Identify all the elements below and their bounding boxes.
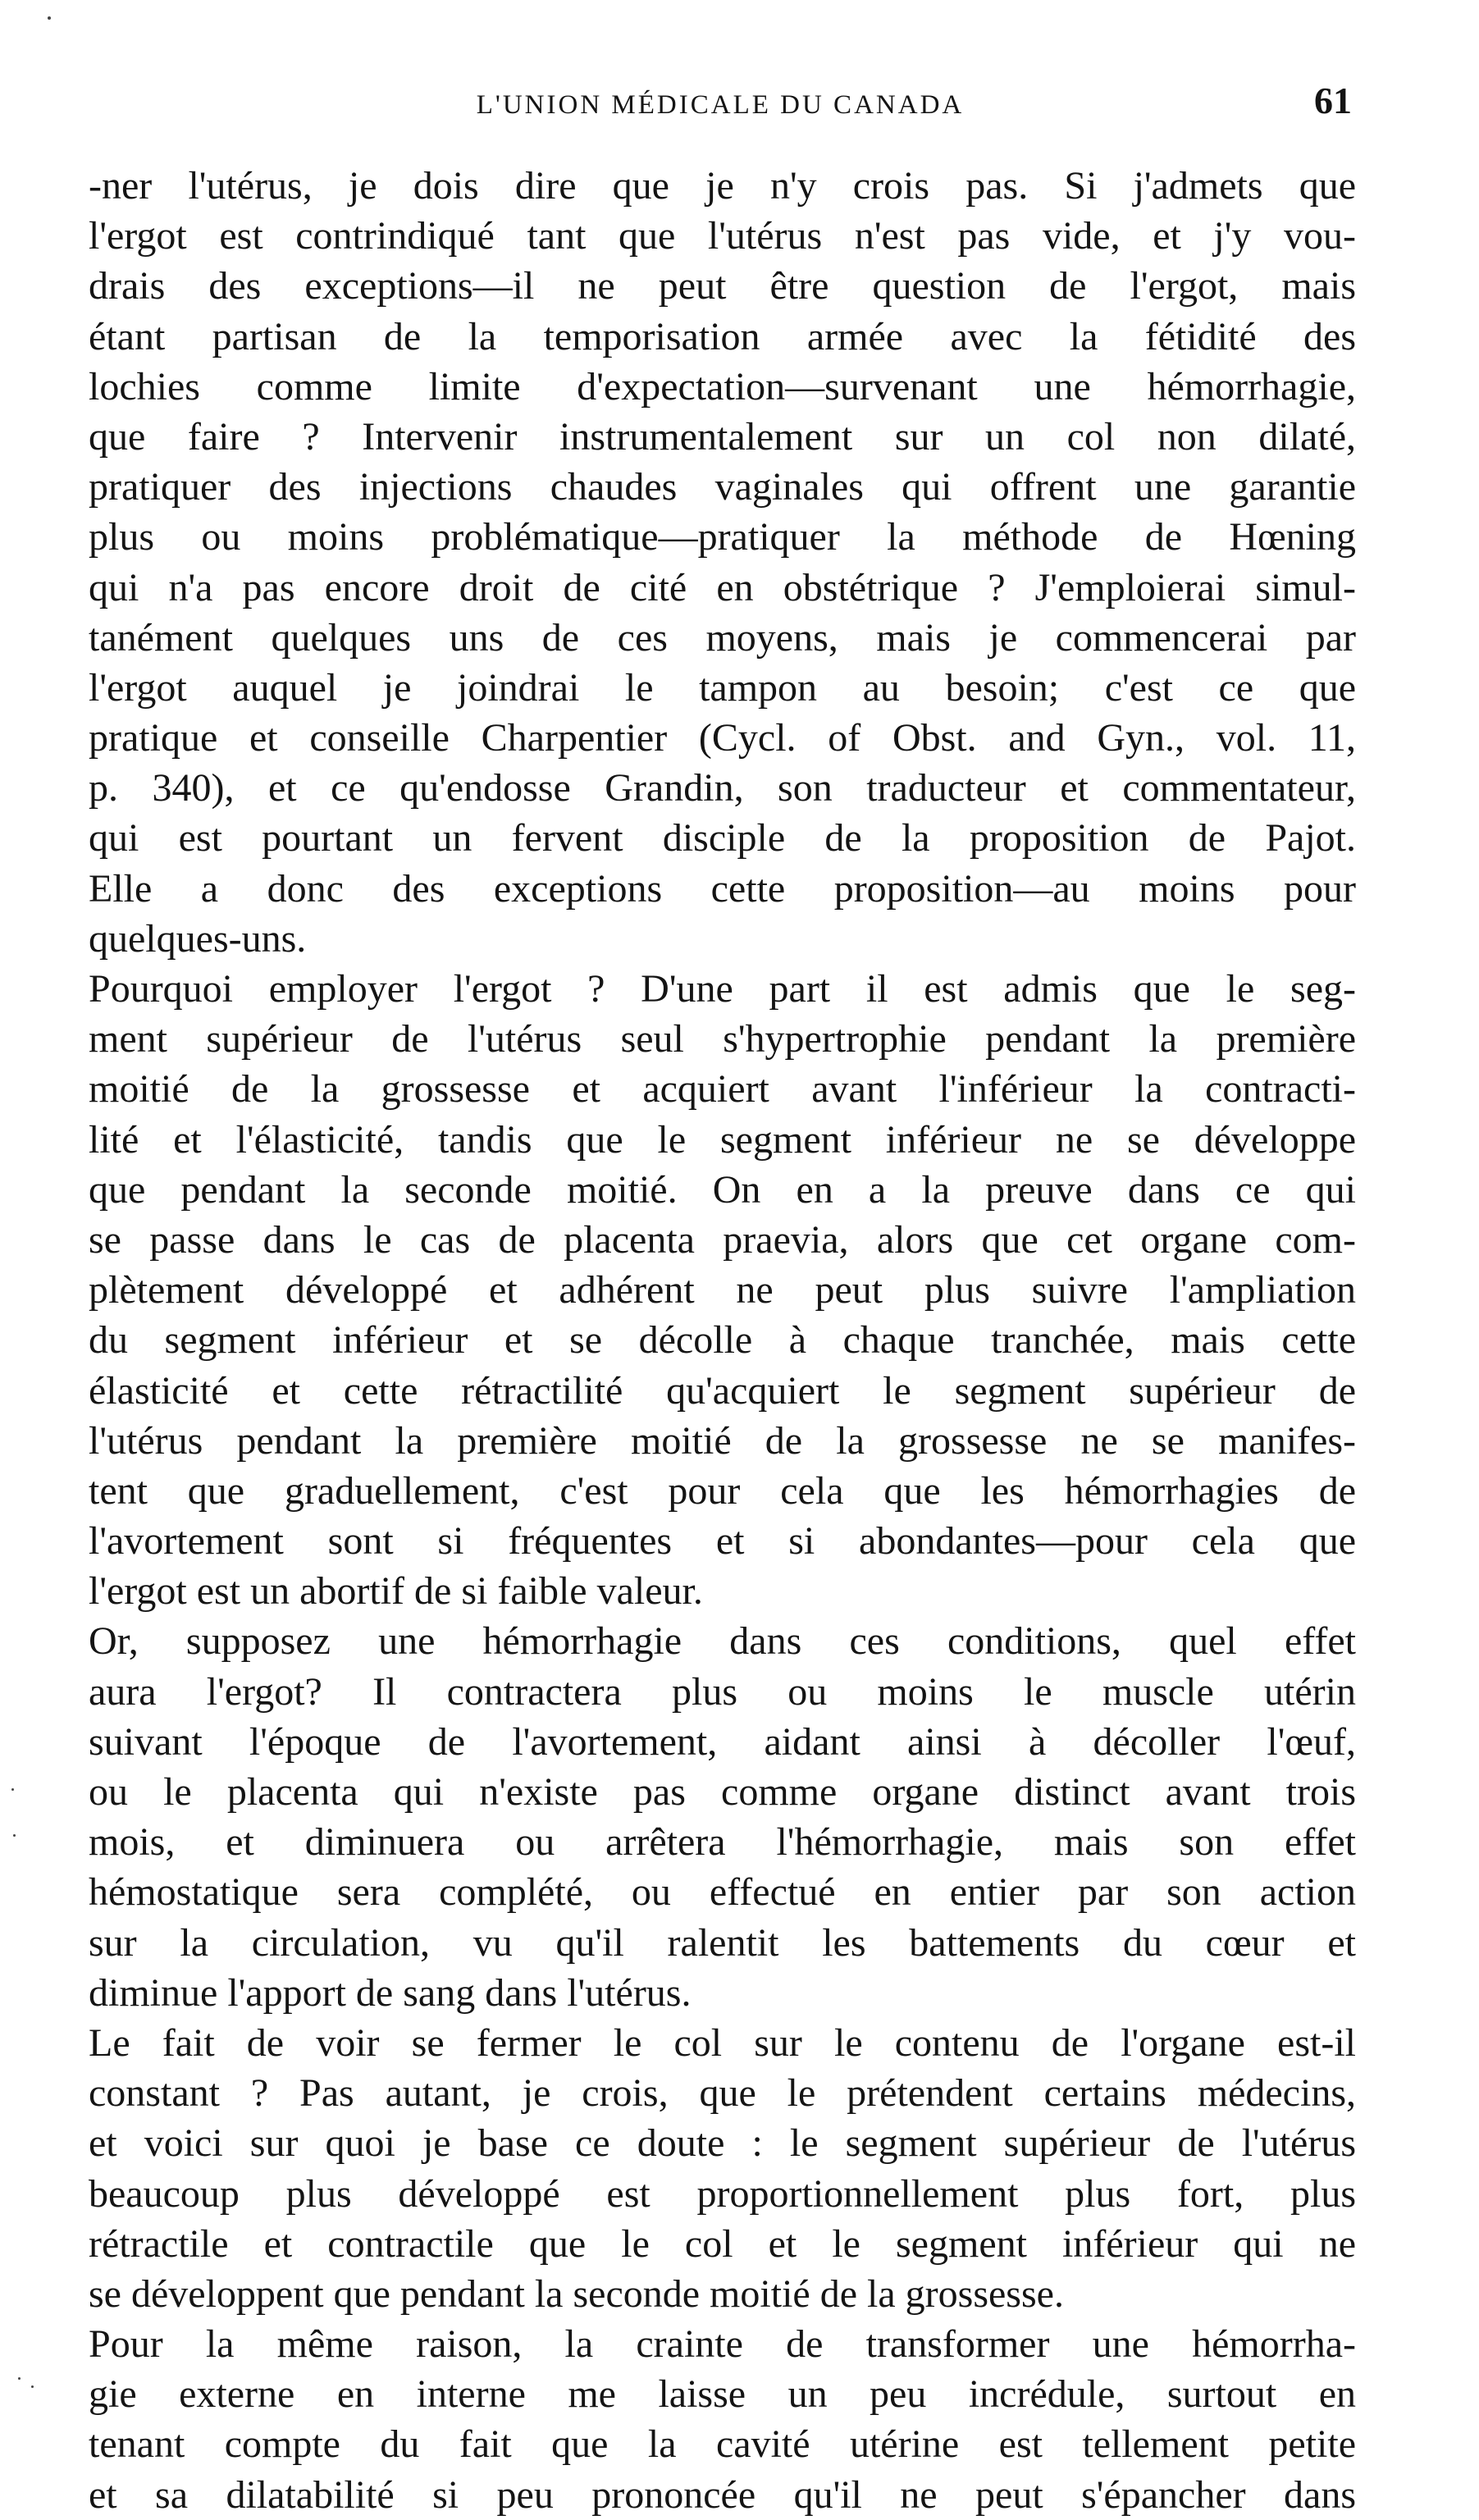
- text-line: plus ou moins problématique—pratiquer la méthode de Hœning: [89, 515, 1356, 559]
- text-line: drais des exceptions—il ne peut être question de l'ergot, mais: [89, 264, 1356, 308]
- text-line: beaucoup plus développé est proportionnellement plus fort, plus: [89, 2171, 1356, 2216]
- text-line: constant ? Pas autant, je crois, que le prétendent certains médecins,: [89, 2071, 1356, 2116]
- text-line: mois, et diminuera ou arrêtera l'hémorrhagie, mais son effet: [89, 1820, 1356, 1865]
- text-line: lité et l'élasticité, tandis que le segment inférieur ne se développe: [89, 1117, 1356, 1162]
- text-line: ou le placenta qui n'existe pas comme organe distinct avant trois: [89, 1770, 1356, 1814]
- text-line: plètement développé et adhérent ne peut plus suivre l'ampliation: [89, 1268, 1356, 1312]
- text-line: gie externe en interne me laisse un peu incrédule, surtout en: [89, 2372, 1356, 2417]
- text-line: ment supérieur de l'utérus seul s'hypertrophie pendant la première: [89, 1017, 1356, 1061]
- scan-speck: [48, 16, 51, 20]
- text-line: Elle a donc des exceptions cette proposition—au moins pour: [89, 866, 1356, 911]
- text-line: et voici sur quoi je base ce doute : le segment supérieur de l'utérus: [89, 2121, 1356, 2166]
- text-line: Or, supposez une hémorrhagie dans ces conditions, quel effet: [89, 1619, 1356, 1664]
- text-line: l'ergot est contrindiqué tant que l'utérus n'est pas vide, et j'y vou-: [89, 214, 1356, 258]
- text-line: se passe dans le cas de placenta praevia, alors que cet organe com-: [89, 1217, 1356, 1262]
- page-number: 61: [1314, 80, 1352, 121]
- scan-speck: [18, 2377, 21, 2380]
- text-line: l'ergot auquel je joindrai le tampon au besoin; c'est ce que: [89, 665, 1356, 710]
- running-head: [89, 79, 1352, 128]
- text-line: du segment inférieur et se décolle à chaque tranchée, mais cette: [89, 1318, 1356, 1363]
- text-line: hémostatique sera complété, ou effectué en entier par son action: [89, 1870, 1356, 1915]
- body-text: [89, 161, 1356, 2520]
- text-line: moitié de la grossesse et acquiert avant l'inférieur la contracti-: [89, 1067, 1356, 1112]
- text-line: qui est pourtant un fervent disciple de la proposition de Pajot.: [89, 816, 1356, 861]
- text-line: pratiquer des injections chaudes vaginales qui offrent une garantie: [89, 465, 1356, 509]
- journal-title: L'UNION MÉDICALE DU CANADA: [476, 90, 965, 120]
- text-line: rétractile et contractile que le col et le segment inférieur qui ne: [89, 2221, 1356, 2266]
- text-line: qui n'a pas encore droit de cité en obstétrique ? J'emploierai simul-: [89, 565, 1356, 609]
- text-line: suivant l'époque de l'avortement, aidant ainsi à décoller l'œuf,: [89, 1719, 1356, 1764]
- text-line: aura l'ergot? Il contractera plus ou moins le muscle utérin: [89, 1669, 1356, 1714]
- text-line: diminue l'apport de sang dans l'utérus.: [89, 1970, 692, 2015]
- text-line: Pour la même raison, la crainte de transformer une hémorrha-: [89, 2322, 1356, 2367]
- text-line: l'utérus pendant la première moitié de la grossesse ne se manifes-: [89, 1418, 1356, 1463]
- text-line: sur la circulation, vu qu'il ralentit les battements du cœur et: [89, 1920, 1356, 1965]
- text-line: l'avortement sont si fréquentes et si abondantes—pour cela que: [89, 1519, 1356, 1564]
- text-line: que faire ? Intervenir instrumentalement sur un col non dilaté,: [89, 414, 1356, 459]
- text-line: que pendant la seconde moitié. On en a la preuve dans ce qui: [89, 1167, 1356, 1212]
- scan-speck: [31, 2385, 34, 2388]
- text-line: tent que graduellement, c'est pour cela que les hémorrhagies de: [89, 1468, 1356, 1513]
- text-line: pratique et conseille Charpentier (Cycl. of Obst. and Gyn., vol. 11,: [89, 716, 1356, 760]
- text-line: Pourquoi employer l'ergot ? D'une part il est admis que le seg-: [89, 967, 1356, 1011]
- text-line: étant partisan de la temporisation armée avec la fétidité des: [89, 314, 1356, 358]
- text-line: -ner l'utérus, je dois dire que je n'y crois pas. Si j'admets que: [89, 164, 1356, 208]
- text-line: lochies comme limite d'expectation—survenant une hémorrhagie,: [89, 364, 1356, 409]
- text-line: et sa dilatabilité si peu prononcée qu'il ne peut s'épancher dans: [89, 2472, 1356, 2517]
- text-line: quelques-uns.: [89, 916, 307, 961]
- text-line: Le fait de voir se fermer le col sur le contenu de l'organe est-il: [89, 2020, 1356, 2065]
- scan-speck: [11, 1788, 14, 1791]
- text-line: élasticité et cette rétractilité qu'acquiert le segment supérieur de: [89, 1368, 1356, 1413]
- text-line: p. 340), et ce qu'endosse Grandin, son traducteur et commentateur,: [89, 766, 1356, 810]
- text-line: tenant compte du fait que la cavité utérine est tellement petite: [89, 2422, 1356, 2467]
- text-line: tanément quelques uns de ces moyens, mais je commencerai par: [89, 615, 1356, 660]
- text-line: l'ergot est un abortif de si faible valeur.: [89, 1569, 703, 1614]
- scan-speck: [13, 1834, 16, 1837]
- text-line: se développent que pendant la seconde moitié de la grossesse.: [89, 2271, 1064, 2316]
